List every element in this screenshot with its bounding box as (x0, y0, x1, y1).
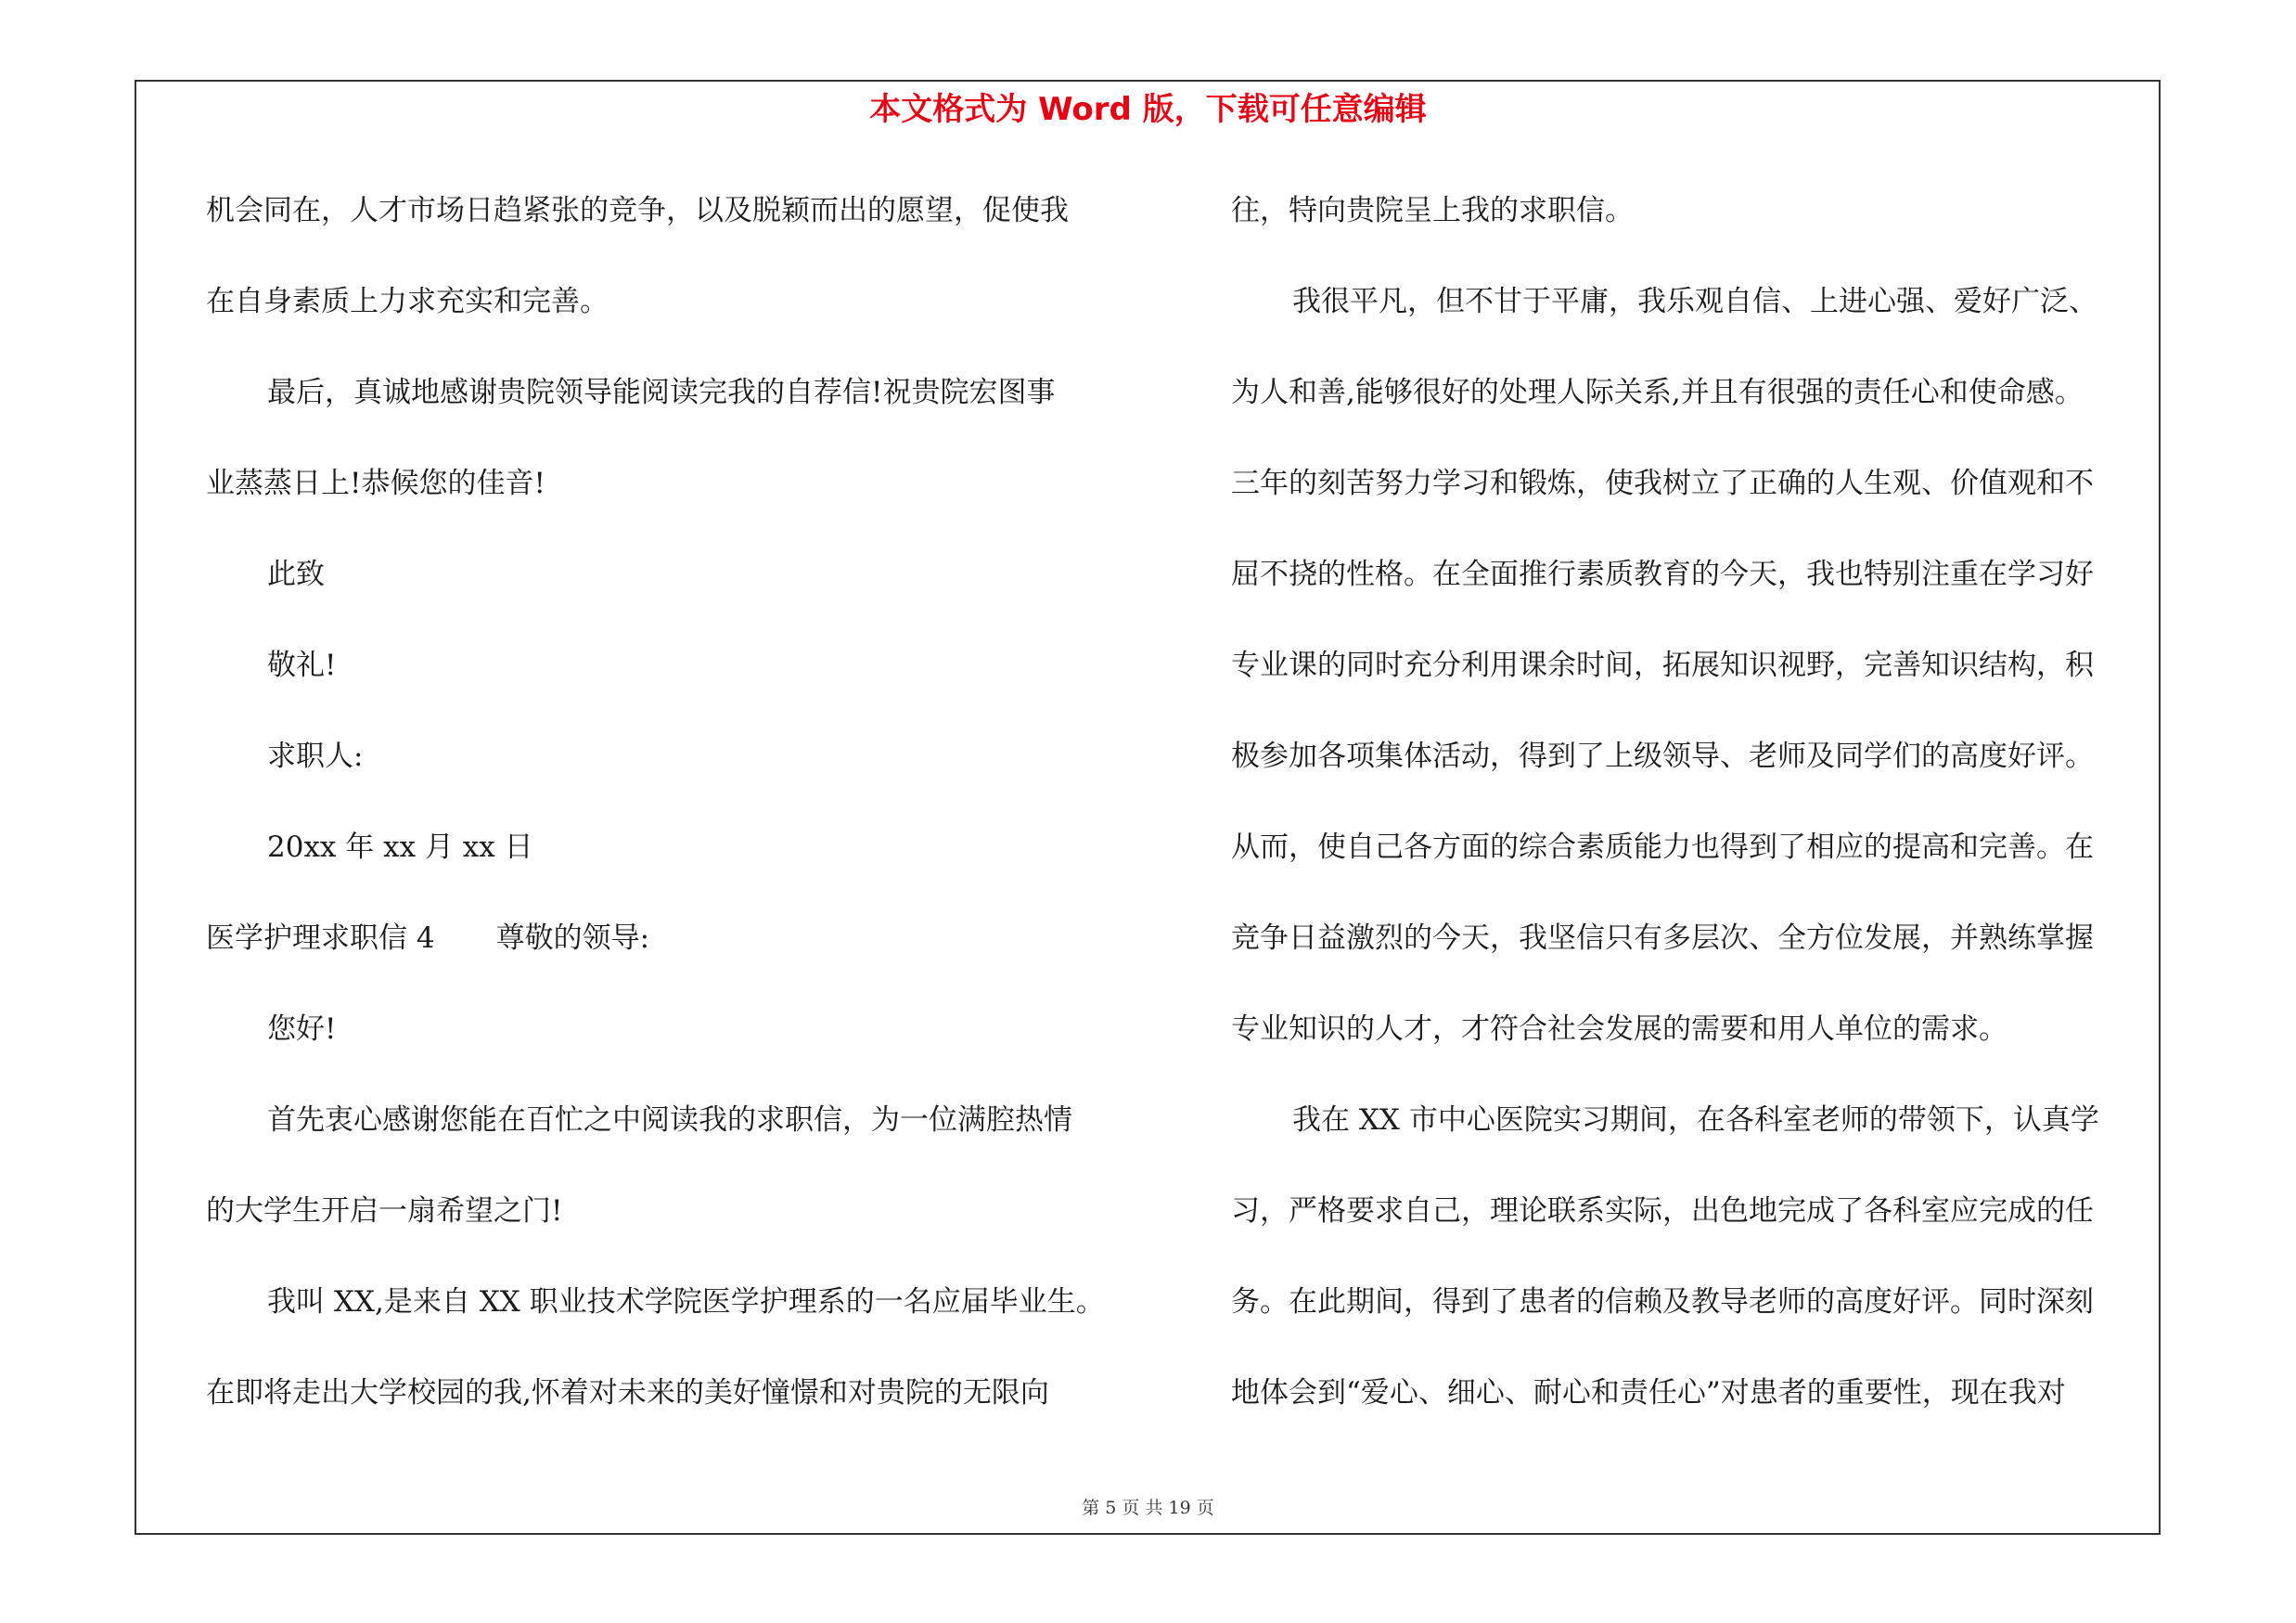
left-line-2: 在自身素质上力求充实和完善。 (206, 285, 609, 318)
greeting-recipient: 尊敬的领导: (495, 921, 650, 955)
left-line-14: 在即将走出大学校园的我,怀着对未来的美好憧憬和对贵院的无限向 (206, 1376, 1049, 1410)
right-line-3: 为人和善,能够很好的处理人际关系,并且有很强的责任心和使命感。 (1231, 376, 2084, 409)
right-line-7: 极参加各项集体活动，得到了上级领导、老师及同学们的高度好评。 (1231, 740, 2094, 773)
right-line-13: 务。在此期间，得到了患者的信赖及教导老师的高度好评。同时深刻 (1231, 1285, 2094, 1319)
left-line-1: 机会同在，人才市场日趋紧张的竞争，以及脱颖而出的愿望，促使我 (206, 194, 1069, 227)
closing-salutation: 此致 (267, 558, 325, 591)
left-line-3: 最后，真诚地感谢贵院领导能阅读完我的自荐信!祝贵院宏图事 (267, 376, 1056, 409)
right-line-11: 我在 XX 市中心医院实习期间，在各科室老师的带领下，认真学 (1292, 1103, 2099, 1137)
right-line-12: 习，严格要求自己，理论联系实际，出色地完成了各科室应完成的任 (1231, 1194, 2094, 1228)
right-line-1: 往，特向贵院呈上我的求职信。 (1231, 194, 1634, 227)
letter-date: 20xx 年 xx 月 xx 日 (267, 831, 533, 864)
section-heading: 医学护理求职信 4 (206, 921, 435, 955)
format-banner: 本文格式为 Word 版，下载可任意编辑 (869, 91, 1427, 128)
left-line-13: 我叫 XX,是来自 XX 职业技术学院医学护理系的一名应届毕业生。 (267, 1285, 1105, 1319)
left-line-11: 首先衷心感谢您能在百忙之中阅读我的求职信，为一位满腔热情 (267, 1103, 1072, 1137)
right-line-10: 专业知识的人才，才符合社会发展的需要和用人单位的需求。 (1231, 1012, 2007, 1046)
closing-regards: 敬礼! (267, 649, 337, 682)
page-number-footer: 第 5 页 共 19 页 (1082, 1498, 1214, 1518)
right-line-2: 我很平凡，但不甘于平庸，我乐观自信、上进心强、爱好广泛、 (1292, 285, 2097, 318)
right-line-4: 三年的刻苦努力学习和锻炼，使我树立了正确的人生观、价值观和不 (1231, 467, 2094, 500)
applicant-label: 求职人: (267, 740, 364, 773)
right-column (1231, 165, 2168, 1438)
right-line-6: 专业课的同时充分利用课余时间，拓展知识视野，完善知识结构，积 (1231, 649, 2094, 682)
greeting-hello: 您好! (267, 1012, 337, 1046)
left-line-12: 的大学生开启一扇希望之门! (206, 1194, 563, 1228)
right-line-14: 地体会到“爱心、细心、耐心和责任心”对患者的重要性，现在我对 (1231, 1376, 2066, 1410)
left-column (206, 165, 1143, 1438)
left-line-4: 业蒸蒸日上!恭候您的佳音! (206, 467, 545, 500)
right-line-9: 竞争日益激烈的今天，我坚信只有多层次、全方位发展，并熟练掌握 (1231, 921, 2094, 955)
right-line-5: 屈不挠的性格。在全面推行素质教育的今天，我也特别注重在学习好 (1231, 558, 2094, 591)
section-heading-line (206, 893, 1143, 984)
right-line-8: 从而，使自己各方面的综合素质能力也得到了相应的提高和完善。在 (1231, 831, 2094, 864)
